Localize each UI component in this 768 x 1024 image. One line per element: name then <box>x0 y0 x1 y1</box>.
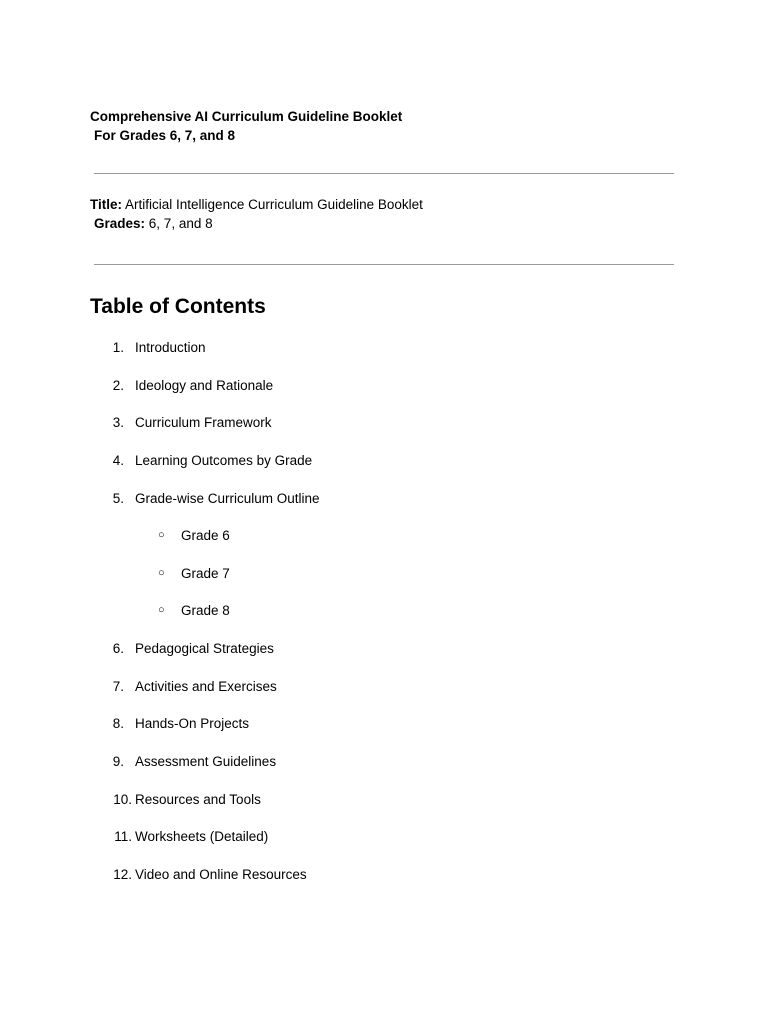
horizontal-rule-bottom <box>94 264 674 265</box>
meta-title-value: Artificial Intelligence Curriculum Guideline Booklet <box>125 197 423 212</box>
horizontal-rule-top <box>94 173 674 174</box>
toc-item-number: 4. <box>112 453 124 468</box>
document-subtitle: For Grades 6, 7, and 8 <box>94 128 236 143</box>
toc-item-label: Curriculum Framework <box>135 415 272 430</box>
circle-bullet-icon: ○ <box>158 529 165 541</box>
toc-item-number: 3. <box>112 415 124 430</box>
meta-title-label: Title: <box>90 197 123 212</box>
toc-item-number: 11. <box>114 829 132 844</box>
meta-grades-label: Grades: <box>94 216 146 231</box>
toc-subitem-label: Grade 8 <box>181 603 230 618</box>
meta-title-line <box>90 196 423 213</box>
toc-item-number: 5. <box>112 491 124 506</box>
meta-grades-line <box>94 215 213 232</box>
circle-bullet-icon: ○ <box>158 567 165 579</box>
toc-subitem-label: Grade 7 <box>181 566 230 581</box>
toc-item-label: Hands-On Projects <box>135 716 250 731</box>
toc-item-number: 10. <box>113 792 132 807</box>
toc-item-number: 1. <box>112 340 124 355</box>
toc-item-label: Introduction <box>135 340 206 355</box>
toc-item-number: 12. <box>113 867 132 882</box>
circle-bullet-icon: ○ <box>158 604 165 616</box>
toc-heading: Table of Contents <box>90 295 266 318</box>
toc-item-label: Activities and Exercises <box>135 679 277 694</box>
toc-item-label: Ideology and Rationale <box>135 378 274 393</box>
toc-item-label: Worksheets (Detailed) <box>135 829 269 844</box>
toc-item-number: 6. <box>112 641 124 656</box>
toc-item-label: Learning Outcomes by Grade <box>135 453 313 468</box>
toc-item-label: Resources and Tools <box>135 792 261 807</box>
meta-grades-value: 6, 7, and 8 <box>148 216 213 231</box>
toc-item-number: 2. <box>112 378 124 393</box>
toc-item-label: Assessment Guidelines <box>135 754 277 769</box>
document-title: Comprehensive AI Curriculum Guideline Booklet <box>90 109 403 124</box>
toc-subitem-label: Grade 6 <box>181 528 230 543</box>
toc-item-label: Pedagogical Strategies <box>135 641 274 656</box>
toc-item-label: Grade-wise Curriculum Outline <box>135 491 320 506</box>
toc-item-number: 7. <box>112 679 124 694</box>
toc-item-label: Video and Online Resources <box>135 867 307 882</box>
toc-item-number: 9. <box>112 754 124 769</box>
toc-item-number: 8. <box>112 716 124 731</box>
